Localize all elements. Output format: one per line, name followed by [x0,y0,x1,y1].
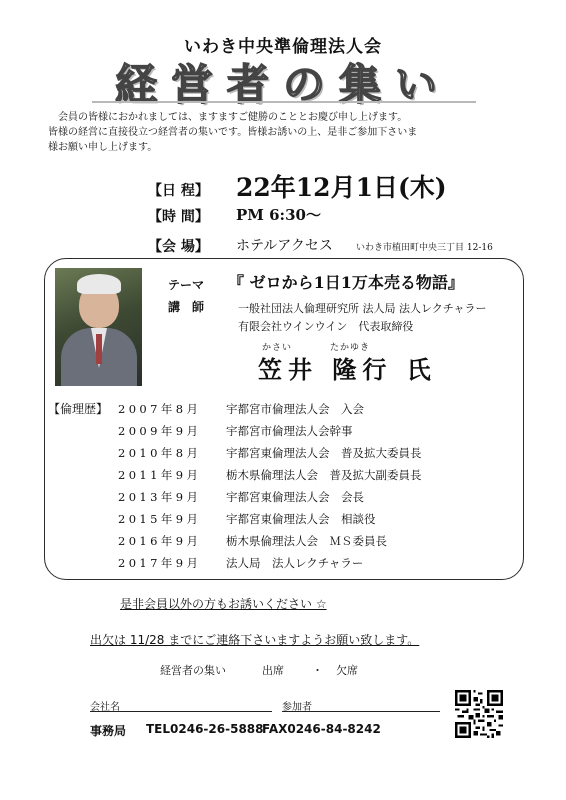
theme-label: テーマ [168,278,205,292]
rsvp-deadline: 出欠は 11/28 までにご連絡下さいますようお願い致します。 [90,633,420,647]
history-year: 2009年9月 [118,424,202,438]
lecturer-name: 笠井 隆行 氏 [258,355,437,384]
furigana-given: たかゆき [330,343,371,353]
qr-code[interactable] [455,690,503,738]
invite-text: 是非会員以外の方もお誘いください ☆ [120,597,327,611]
history-event: 法人局 法人レクチャラー [226,556,364,570]
date-value: 22年12月1日(木) [236,173,447,202]
lecturer-photo [55,268,142,386]
title-underline [92,101,476,103]
office-tel: TEL0246-26-5888 [146,722,264,736]
lecturer-label: 講 師 [168,300,205,314]
invite-note [120,595,327,612]
rsvp-separator: ・ [312,664,323,677]
rsvp-attend-option[interactable]: 出席 [262,664,284,677]
date-label: 【日 程】 [148,183,209,199]
history-item [118,423,518,441]
greeting-text [48,110,528,155]
venue-address: いわき市植田町中央三丁目 12-16 [356,243,493,253]
history-year: 2015年9月 [118,512,202,526]
photo-tie [96,334,102,364]
time-value: PM 6:30～ [236,206,321,224]
participant-field-line[interactable] [282,711,440,712]
venue-label: 【会 場】 [148,239,209,255]
event-title: 経営者の集い [114,60,451,109]
company-field-line[interactable] [90,711,272,712]
office-label: 事務局 [90,724,127,738]
greeting-line: 会員の皆様におかれましては、ますますご健勝のこととお慶び申し上げます。 [58,112,408,123]
history-item [118,533,518,551]
history-event: 宇都宮市倫理法人会幹事 [226,424,353,438]
greeting-line: 様お願い申し上げます。 [48,142,158,153]
time-label: 【時 間】 [148,209,209,225]
history-item [118,555,518,573]
lecturer-company: 有限会社ウインウイン 代表取締役 [238,320,414,333]
history-event: 宇都宮市倫理法人会 入会 [226,402,364,416]
history-event: 宇都宮東倫理法人会 会長 [226,490,364,504]
organization-name: いわき中央準倫理法人会 [184,37,382,57]
history-event: 宇都宮東倫理法人会 相談役 [226,512,376,526]
company-label: 会社名 [90,702,120,713]
photo-hair [77,274,121,294]
history-year: 2017年9月 [118,556,202,570]
rsvp-event-name: 経営者の集い [160,664,226,677]
history-item [118,489,518,507]
history-item [118,401,518,419]
history-item [118,445,518,463]
participant-label: 参加者 [282,702,312,713]
office-fax: FAX0246-84-8242 [262,722,381,736]
history-item [118,511,518,529]
history-year: 2007年8月 [118,402,202,416]
venue-value: ホテルアクセス [236,238,333,254]
rsvp-absent-option[interactable]: 欠席 [336,664,358,677]
lecturer-affiliation: 一般社団法人倫理研究所 法人局 法人レクチャラー [238,302,487,315]
history-event: 栃木県倫理法人会 ＭＳ委員長 [226,534,387,548]
history-year: 2011年9月 [118,468,202,482]
history-year: 2013年9月 [118,490,202,504]
history-list [118,401,518,571]
furigana-surname: かさい [262,343,293,353]
history-label: 【倫理歴】 [48,402,109,416]
history-event: 栃木県倫理法人会 普及拡大副委員長 [226,468,422,482]
history-year: 2016年9月 [118,534,202,548]
greeting-line: 皆様の経営に直接役立つ経営者の集いです。皆様お誘いの上、是非ご参加下さいま [48,127,418,138]
history-event: 宇都宮東倫理法人会 普及拡大委員長 [226,446,422,460]
history-item [118,467,518,485]
history-year: 2010年8月 [118,446,202,460]
theme-value: 『 ゼロから1日1万本売る物語』 [228,273,464,292]
